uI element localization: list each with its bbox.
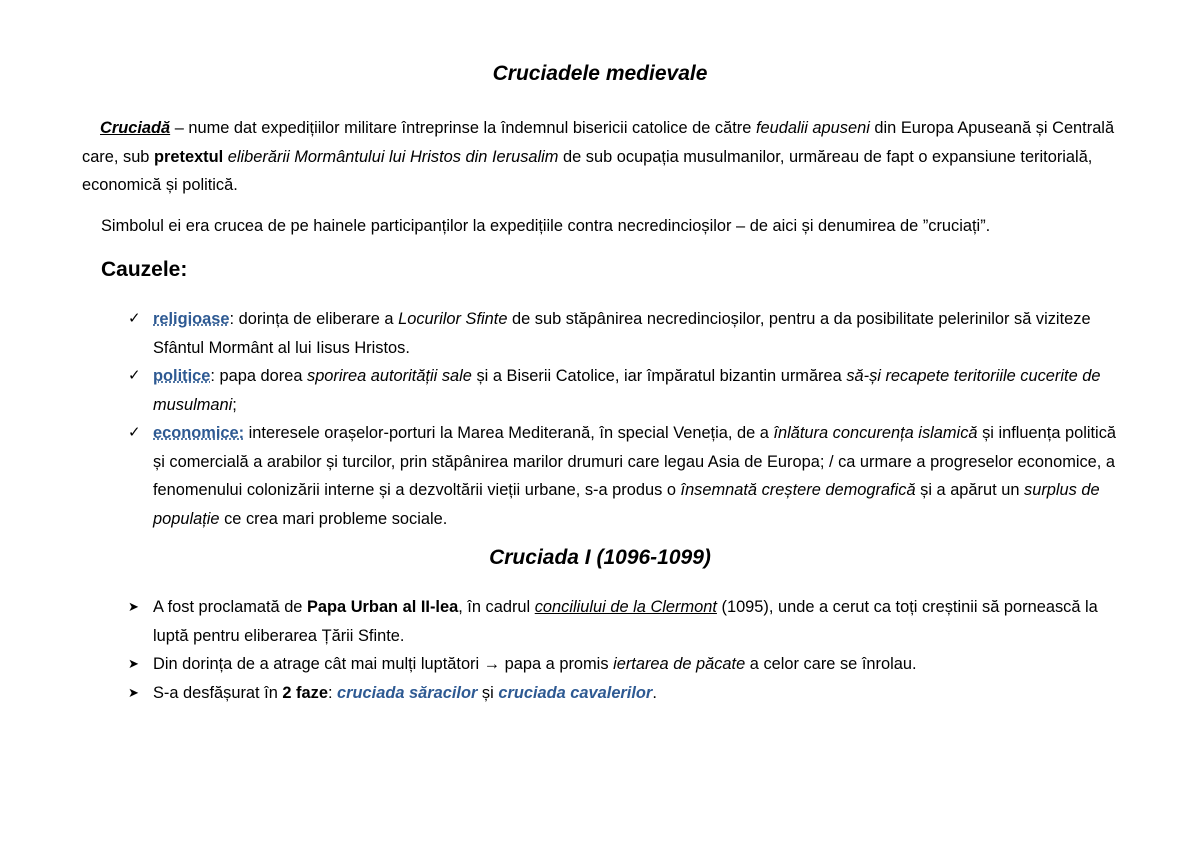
cause-item-political [128,362,1128,419]
crusade1-item-indulgence [128,650,1128,679]
checkmark-icon: ✓ [128,310,141,327]
item-bold-text: Papa Urban al II-lea [306,598,459,616]
cause-italic-text: să-și recapete teritoriile cucerite de musulmani [153,367,1101,414]
cause-keyword: economice: [153,424,245,442]
cause-text: de sub stăpânirea necredincioșilor, pentru a da posibilitate pelerinilor să viziteze Sfântul Mormânt al lui Iisus Hristos. [153,310,1091,357]
item-italic-underlined-text: conciliului de la Clermont [534,598,717,616]
checkmark-icon: ✓ [128,424,141,441]
causes-list [128,305,1128,533]
cause-italic-text: însemnată creștere demografică [680,481,916,499]
document-title: Cruciadele medievale [492,62,708,85]
crusade1-heading: Cruciada I (1096-1099) [489,546,711,569]
phase-label: cruciada săracilor [337,683,478,702]
item-text: Din dorința de a atrage cât mai mulți luptători → papa a promis [153,655,614,673]
cause-text: și a Biserii Catolice, iar împăratul bizantin urmărea [471,367,847,385]
cause-text: : dorința de eliberare a [229,310,399,328]
cause-italic-text: Locurilor Sfinte [398,310,508,328]
item-text: , în cadrul [458,598,535,616]
cause-keyword: politice [153,367,211,385]
item-text: a celor care se înrolau. [745,655,917,673]
arrow-bullet-icon: ➤ [128,599,139,614]
cause-text: și influența politică și comercială a arabilor și turcilor, prin stăpânirea marilor drumuri care legau Asia de Europa; / ca urmare a progreselor economice, a fenomenului colonizării interne și a dezvoltării vieții urbane, s-a produs o [153,424,1117,499]
item-italic-text: iertarea de păcate [613,655,746,673]
crusade1-list [128,593,1128,707]
item-text: și [477,683,499,702]
definition-bold-text: pretextul [153,147,224,166]
definition-text: de sub ocupația musulmanilor, urmăreau de fapt o expansiune teritorială, economică și politică. [82,147,1093,194]
item-text: (1095), unde a cerut ca toți creștinii să pornească la luptă pentru eliberarea Țării Sfinte. [153,598,1098,645]
definition-italic-text: feudalii apuseni [755,119,870,137]
item-bold-text: 2 faze [282,683,328,702]
definition-term: Cruciadă [100,119,171,137]
causes-heading: Cauzele: [101,258,188,281]
definition-italic-text: eliberării Mormântului lui Hristos din Ierusalim [227,147,559,166]
definition-text: din Europa Apuseană și Centrală care, sub [82,119,1115,166]
cause-text: interesele orașelor-porturi la Marea Mediterană, în special Veneția, de a [244,424,774,442]
checkmark-icon: ✓ [128,367,141,384]
item-text: : [327,683,338,702]
arrow-bullet-icon: ➤ [128,656,139,671]
definition-paragraph [82,114,1132,200]
crusade1-item-proclamation [128,593,1128,650]
cause-item-religious [128,305,1128,362]
cause-italic-text: sporirea autorității sale [307,367,472,385]
cause-text: : papa dorea [210,367,307,385]
phase-label: cruciada cavalerilor [498,683,653,702]
crusade1-item-phases [128,679,1128,708]
cause-italic-text: înlătura concurența islamică [773,424,978,442]
cause-keyword: religioase [153,310,230,328]
cause-text: ; [232,395,237,414]
cause-text: ce crea mari probleme sociale. [219,509,448,528]
cause-item-economic [128,419,1128,533]
definition-text: – nume dat expedițiilor militare întreprinse la îndemnul bisericii catolice de către [170,119,756,137]
item-text: A fost proclamată de [153,598,307,616]
arrow-bullet-icon: ➤ [128,684,139,700]
symbol-paragraph: Simbolul ei era crucea de pe hainele participanților la expedițiile contra necredincioșilor – de aici și denumirea de ”cruciați”. [101,217,991,235]
item-text: S-a desfășurat în [153,683,283,702]
item-text: . [652,683,657,702]
cause-italic-text: surplus de populație [153,481,1100,528]
cause-text: și a apărut un [915,481,1025,499]
